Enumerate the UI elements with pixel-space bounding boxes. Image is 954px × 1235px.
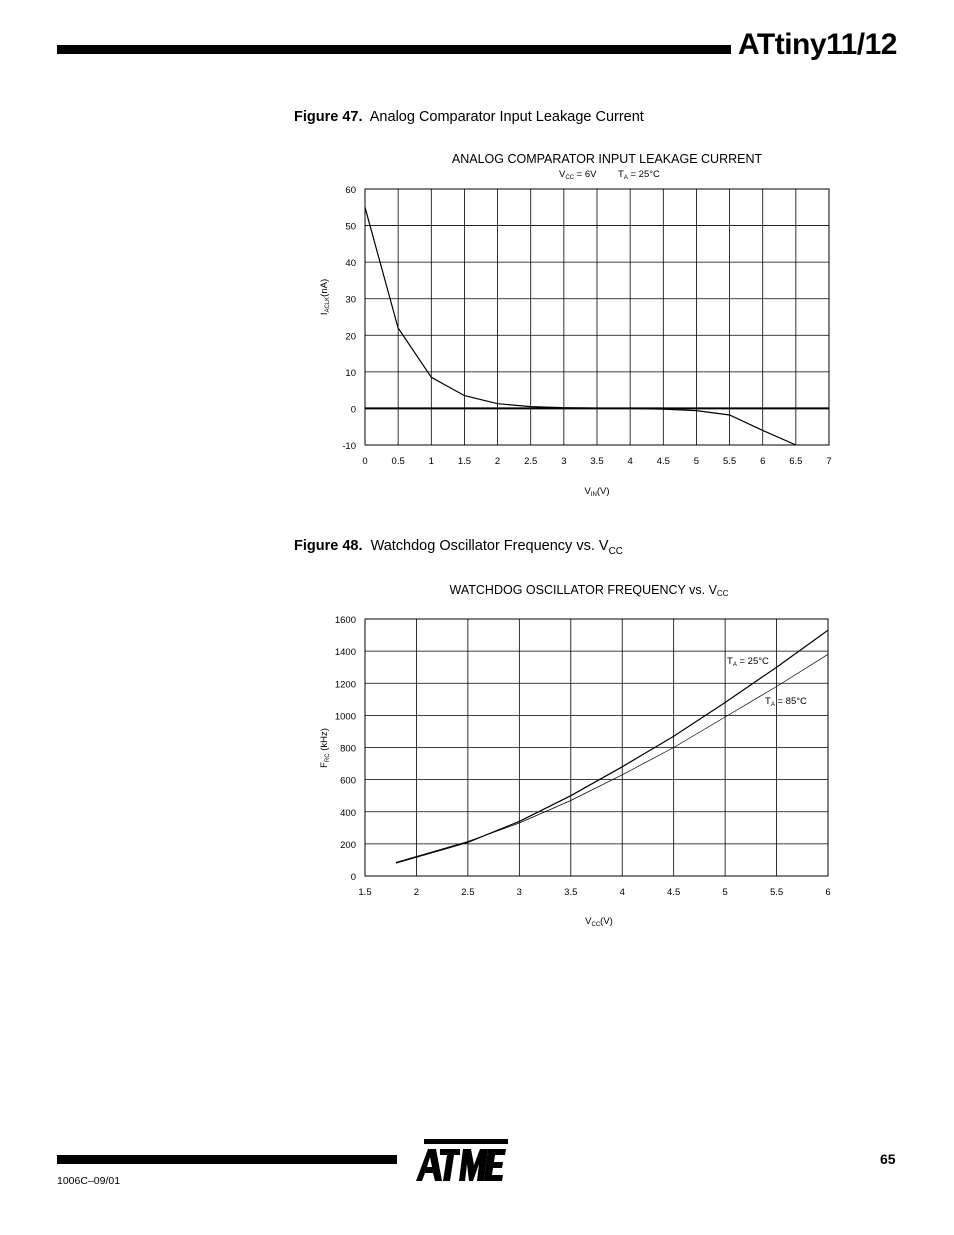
series-label-85c-rest: = 85°C — [774, 696, 807, 707]
x-tick-label: 2 — [494, 456, 501, 467]
y-tick-label: 1200 — [334, 679, 356, 691]
x-tick-label: 1 — [428, 456, 434, 467]
x-axis-label — [584, 486, 609, 498]
figure-47-text: Analog Comparator Input Leakage Current — [369, 109, 644, 125]
atmel-logo — [410, 1137, 510, 1183]
x-axis-label-rest: (V) — [596, 486, 610, 497]
x-axis-label — [585, 916, 613, 928]
x-tick-label: 4.5 — [667, 887, 681, 898]
x-axis-label-sub: CC — [591, 922, 601, 928]
y-axis-label-sub: RC — [325, 753, 331, 763]
x-tick-label: 5 — [693, 456, 700, 467]
condition-vcc — [559, 169, 597, 181]
y-tick-label: 0 — [350, 872, 356, 883]
x-tick-label: 0.5 — [391, 456, 405, 467]
y-tick-label: 50 — [345, 221, 356, 233]
x-tick-label: 4 — [619, 887, 625, 898]
leakage-current-chart — [319, 152, 832, 498]
y-tick-label: 600 — [340, 775, 356, 787]
y-axis-label-main: F — [319, 762, 330, 768]
y-tick-label: 400 — [340, 807, 356, 819]
condition-ta — [618, 169, 660, 181]
y-tick-label: 1000 — [334, 711, 356, 723]
y-tick-label: 1400 — [334, 647, 356, 659]
y-tick-label: 20 — [345, 331, 356, 343]
y-tick-label: -10 — [342, 441, 356, 452]
y-axis-label-sub: ACLK — [325, 296, 331, 313]
condition-vcc-sub: CC — [565, 175, 575, 181]
series-label-85c — [765, 696, 807, 708]
y-tick-label: 1600 — [334, 615, 356, 626]
y-axis-label-rest: (nA) — [319, 278, 330, 297]
chart-title-main: WATCHDOG OSCILLATOR FREQUENCY vs. V — [449, 583, 717, 597]
x-tick-label: 6 — [760, 456, 766, 467]
y-axis-label — [319, 728, 331, 768]
x-tick-label: 3 — [561, 456, 567, 467]
x-tick-label: 1.5 — [457, 456, 472, 467]
figure-48-label: Figure 48. — [294, 538, 363, 554]
x-tick-label: 5.5 — [722, 456, 737, 467]
y-tick-label: 40 — [345, 258, 356, 270]
x-axis-label-main: V — [585, 916, 592, 927]
x-tick-label: 3 — [516, 887, 522, 898]
x-tick-label: 6.5 — [789, 456, 803, 467]
condition-vcc-rest: = 6V — [574, 169, 597, 180]
page-number: 65 — [880, 1151, 896, 1167]
chart-title: ANALOG COMPARATOR INPUT LEAKAGE CURRENT — [451, 152, 763, 166]
x-tick-label: 1.5 — [358, 887, 372, 898]
y-tick-label: 800 — [340, 743, 356, 755]
x-tick-label: 3.5 — [564, 887, 578, 898]
y-tick-label: 30 — [345, 294, 356, 306]
y-tick-label: 0 — [350, 404, 356, 416]
x-tick-label: 4 — [627, 456, 633, 467]
x-tick-label: 3.5 — [590, 456, 604, 467]
x-tick-label: 2.5 — [524, 456, 538, 467]
x-tick-label: 5 — [722, 887, 728, 898]
x-axis-label-rest: (V) — [600, 916, 613, 927]
y-axis-label-rest: (kHz) — [319, 728, 330, 754]
document-title: ATtiny11/12 — [737, 28, 897, 61]
series-label-85c-sub: A — [770, 702, 775, 708]
x-tick-label: 2.5 — [461, 887, 475, 898]
footer-bar — [57, 1155, 397, 1164]
x-tick-label: 0 — [362, 456, 368, 467]
series-label-85c-main: T — [765, 696, 771, 707]
figure-47-label: Figure 47. — [294, 109, 363, 125]
condition-ta-rest: = 25°C — [627, 169, 660, 180]
x-axis-label-main: V — [584, 486, 591, 497]
chart-title — [450, 583, 729, 598]
x-tick-label: 2 — [413, 887, 420, 898]
series-label-25c-main: T — [727, 656, 733, 667]
series-label-25c — [727, 656, 769, 668]
x-tick-label: 4.5 — [656, 456, 670, 467]
y-tick-label: 200 — [340, 839, 356, 851]
x-tick-label: 6 — [825, 887, 831, 898]
x-tick-label: 7 — [826, 456, 832, 467]
x-axis-label-sub: IN — [590, 492, 597, 498]
x-tick-label: 5.5 — [769, 887, 784, 898]
figure-48-sub: CC — [608, 545, 624, 557]
series-label-25c-rest: = 25°C — [736, 656, 769, 667]
series-line-2 — [396, 654, 828, 862]
y-tick-label: 10 — [345, 367, 356, 379]
watchdog-frequency-chart — [319, 583, 831, 928]
y-axis-label-main: I — [319, 312, 330, 316]
series-label-25c-sub: A — [732, 662, 737, 668]
y-tick-label: 60 — [345, 185, 356, 196]
chart-title-sub: CC — [716, 589, 729, 598]
condition-ta-main: T — [618, 169, 624, 180]
condition-vcc-main: V — [559, 169, 566, 180]
figure-48-text: Watchdog Oscillator Frequency vs. V — [370, 538, 609, 554]
document-code: 1006C–09/01 — [57, 1175, 121, 1187]
condition-ta-sub: A — [623, 175, 628, 181]
y-axis-label — [319, 279, 331, 315]
